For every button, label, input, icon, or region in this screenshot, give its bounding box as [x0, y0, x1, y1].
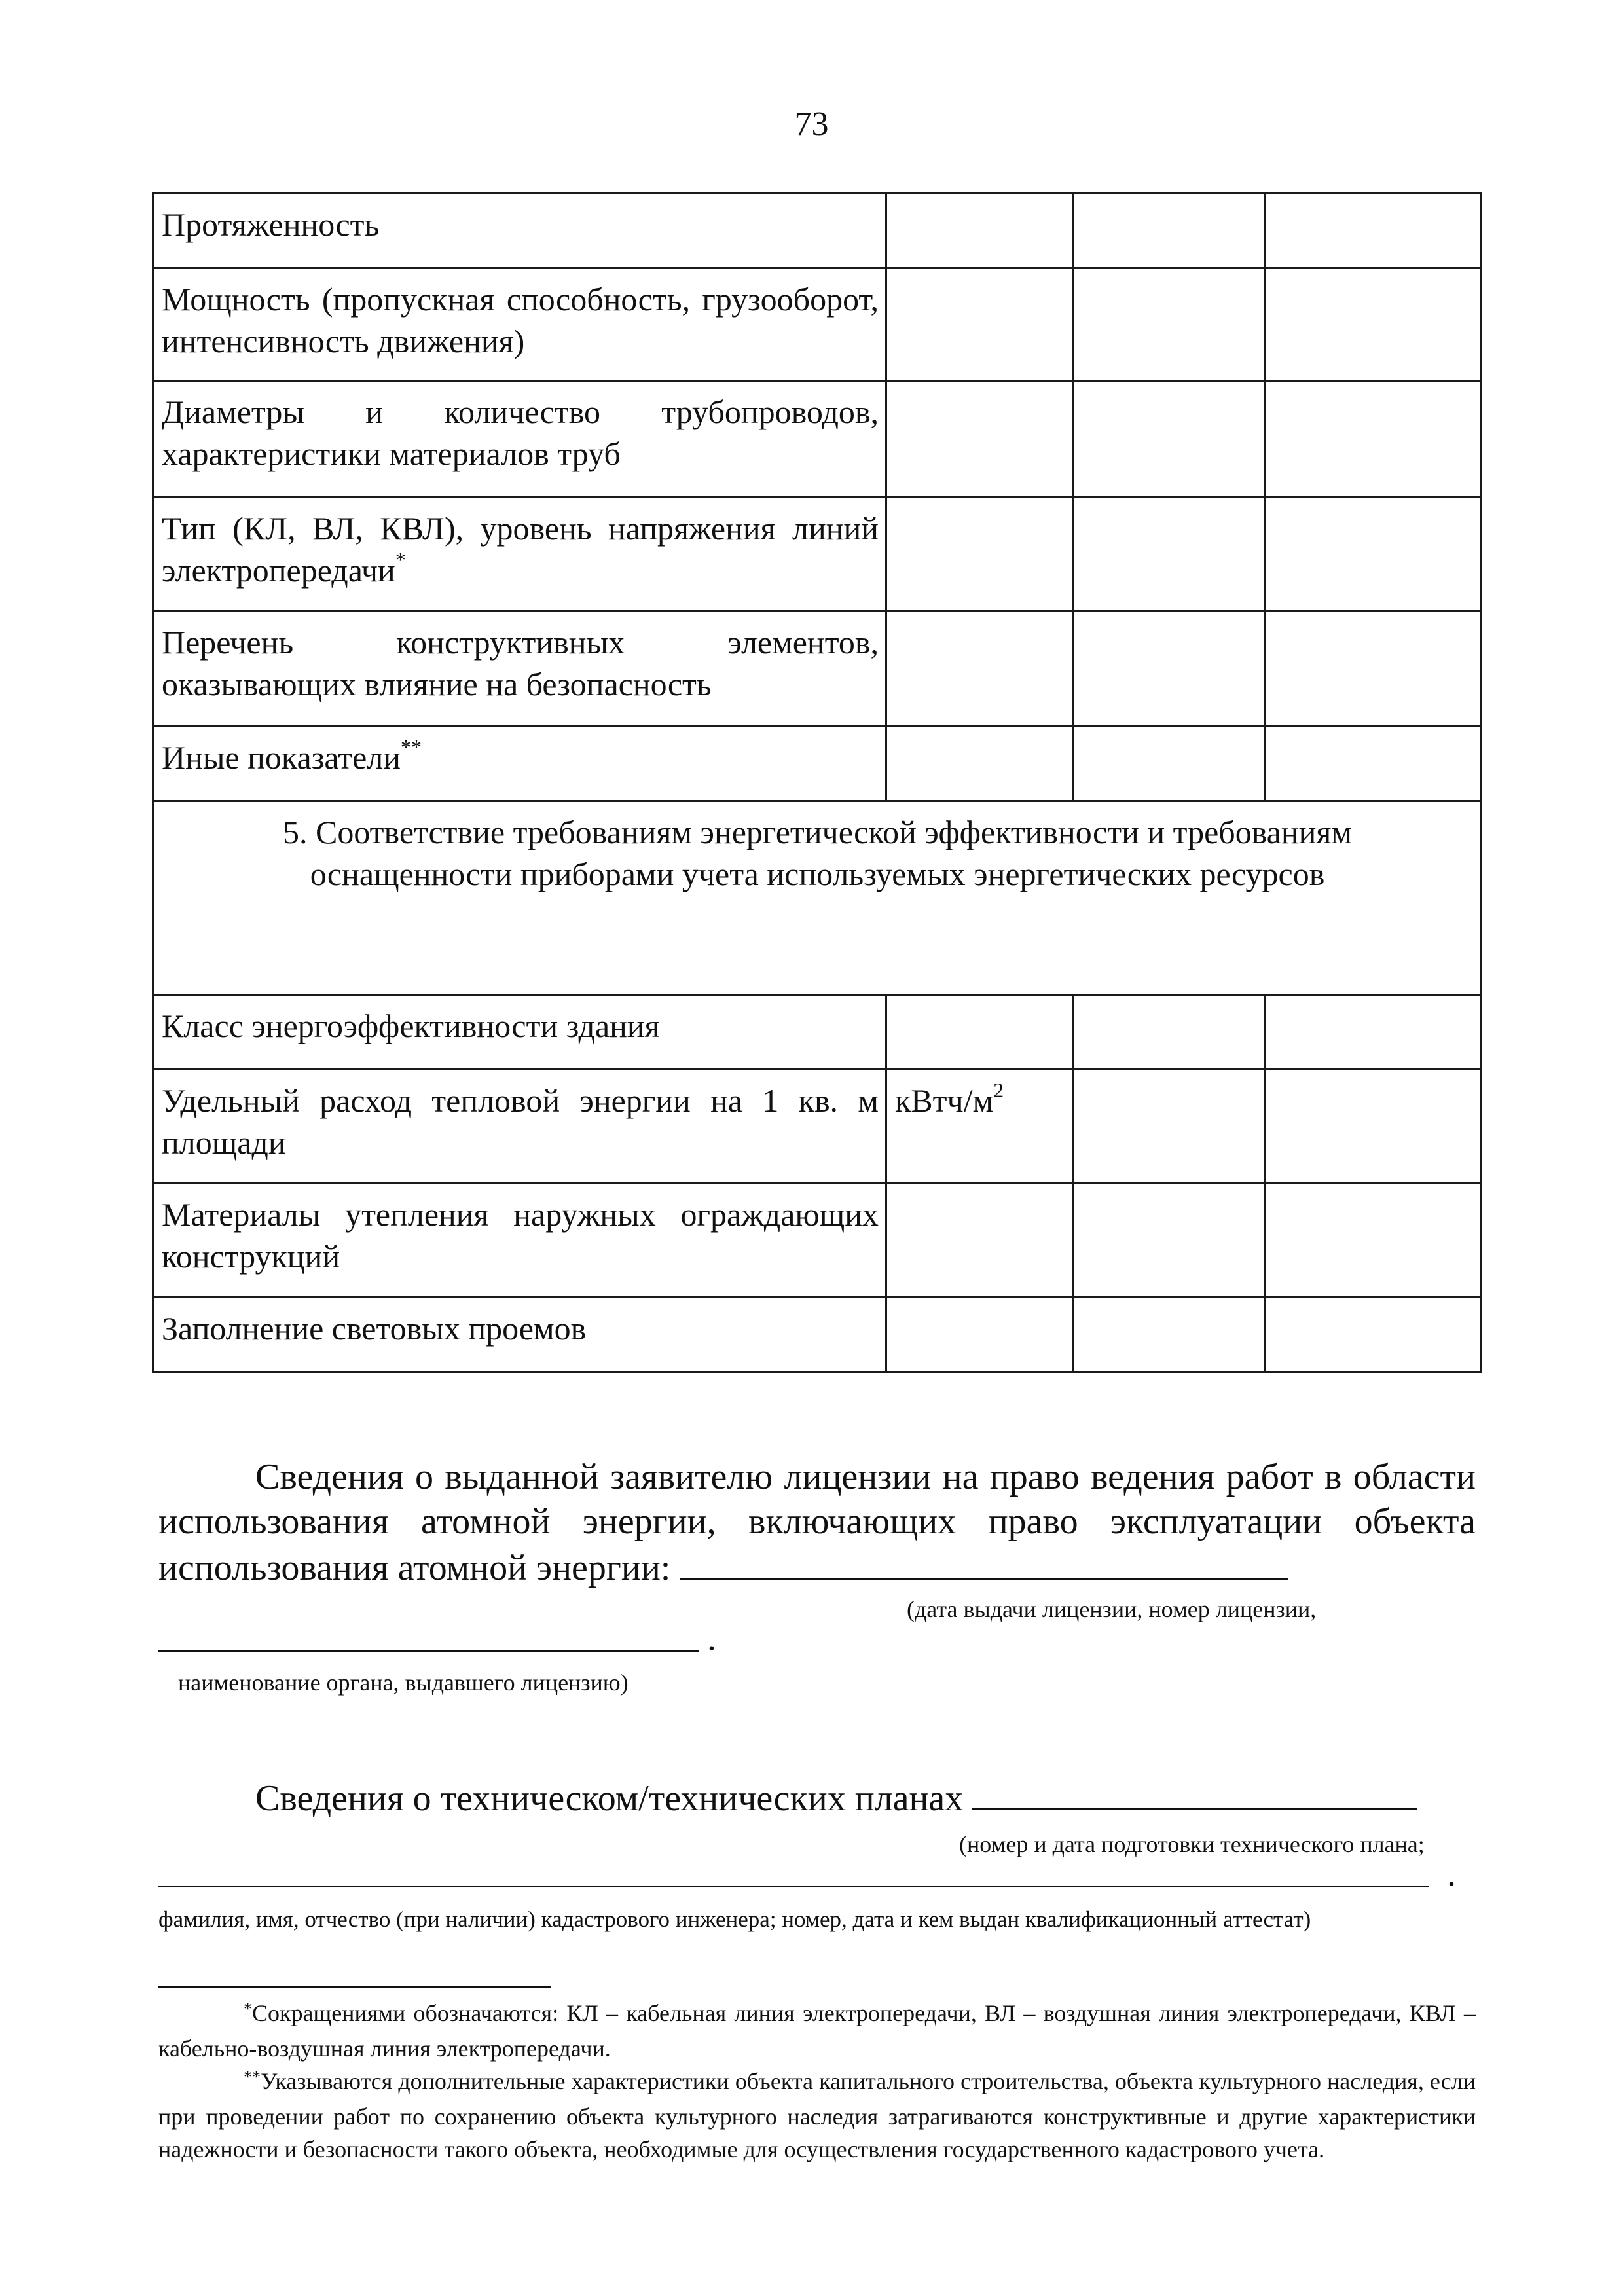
value-cell[interactable] [1265, 1070, 1481, 1184]
table-row [153, 381, 1481, 498]
tech-plan-blank-line-2[interactable] [158, 1886, 1429, 1887]
table-row [153, 498, 1481, 611]
value-cell[interactable] [1265, 1184, 1481, 1298]
value-cell[interactable] [1073, 194, 1265, 268]
value-cell[interactable] [1265, 194, 1481, 268]
value-cell[interactable] [1265, 268, 1481, 381]
table-row [153, 995, 1481, 1070]
license-blank-line[interactable] [680, 1544, 1288, 1580]
unit-cell[interactable] [886, 995, 1073, 1070]
unit-cell[interactable] [886, 381, 1073, 498]
footnote-separator [158, 1986, 551, 1988]
license-dot: . [707, 1618, 716, 1658]
table-row [153, 727, 1481, 801]
row-label: Класс энергоэффективности здания [153, 995, 886, 1070]
footnote-mark: * [395, 548, 406, 572]
license-caption-2: наименование органа, выдавшего лицензию) [178, 1669, 629, 1696]
row-label: Протяженность [153, 194, 886, 268]
row-label: Диаметры и количество трубопроводов, характеристики материалов труб [153, 381, 886, 498]
license-paragraph: Сведения о выданной заявителю лицензии на право ведения работ в области использования атомной энергии, включающих право эксплуатации объекта использования атомной энергии: [158, 1457, 1476, 1588]
row-label: Удельный расход тепловой энергии на 1 кв. м площади [153, 1070, 886, 1184]
unit-cell[interactable] [886, 194, 1073, 268]
unit-cell[interactable] [886, 498, 1073, 611]
value-cell[interactable] [1073, 1070, 1265, 1184]
row-label: Тип (КЛ, ВЛ, КВЛ), уровень напряжения линий электропередачи* [153, 498, 886, 611]
table-row [153, 611, 1481, 727]
tech-plan-blank-line[interactable] [972, 1774, 1417, 1810]
value-cell[interactable] [1073, 727, 1265, 801]
unit-cell[interactable] [886, 1298, 1073, 1372]
footnote-mark: ** [401, 735, 422, 759]
value-cell[interactable] [1073, 498, 1265, 611]
page-number: 73 [794, 105, 829, 143]
table-row [153, 1184, 1481, 1298]
table-row [153, 1070, 1481, 1184]
value-cell[interactable] [1073, 611, 1265, 727]
tech-plan-dot: . [1447, 1853, 1456, 1894]
unit-cell[interactable]: кВтч/$м^2$ [886, 1070, 1073, 1184]
unit-cell[interactable] [886, 1184, 1073, 1298]
table-row [153, 194, 1481, 268]
license-caption-1: (дата выдачи лицензии, номер лицензии, [907, 1596, 1317, 1622]
row-label: Материалы утепления наружных ограждающих конструкций [153, 1184, 886, 1298]
tech-plan-caption-1: (номер и дата подготовки технического плана; [959, 1831, 1425, 1857]
value-cell[interactable] [1073, 381, 1265, 498]
value-cell[interactable] [1265, 381, 1481, 498]
section-heading-row [153, 801, 1481, 995]
unit-cell[interactable] [886, 611, 1073, 727]
section-5-heading: 5. Соответствие требованиям энергетической эффективности и требованиям оснащенности приборами учета используемых энергетических ресурсов [153, 801, 1481, 995]
value-cell[interactable] [1073, 995, 1265, 1070]
value-cell[interactable] [1265, 611, 1481, 727]
row-label: Мощность (пропускная способность, грузооборот, интенсивность движения) [153, 268, 886, 381]
value-cell[interactable] [1265, 995, 1481, 1070]
unit-cell[interactable] [886, 727, 1073, 801]
row-label: Иные показатели** [153, 727, 886, 801]
value-cell[interactable] [1265, 498, 1481, 611]
value-cell[interactable] [1073, 1298, 1265, 1372]
tech-plan-line: Сведения о техническом/технических планах [158, 1774, 1476, 1821]
row-label: Перечень конструктивных элементов, оказывающих влияние на безопасность [153, 611, 886, 727]
value-cell[interactable] [1073, 1184, 1265, 1298]
license-blank-line-2[interactable] [158, 1650, 699, 1652]
row-label: Заполнение световых проемов [153, 1298, 886, 1372]
tech-plan-caption-2: фамилия, имя, отчество (при наличии) кадастрового инженера; номер, дата и кем выдан квалификационный аттестат) [158, 1906, 1311, 1932]
value-cell[interactable] [1265, 727, 1481, 801]
footnotes [158, 1997, 1476, 2166]
footnote-1: *Сокращениями обозначаются: КЛ – кабельная линия электропередачи, ВЛ – воздушная линия электропередачи, КВЛ – кабельно-воздушная линия электропередачи. [158, 1999, 1476, 2062]
table-row [153, 268, 1481, 381]
footnote-2: **Указываются дополнительные характеристики объекта капитального строительства, объекта культурного наследия, если при проведении работ по сохранению объекта культурного наследия затрагиваются конструктивные и другие характеристики надежности и безопасности такого объекта, необходимые для осуществления государственного кадастрового учета. [158, 2068, 1476, 2162]
value-cell[interactable] [1073, 268, 1265, 381]
value-cell[interactable] [1265, 1298, 1481, 1372]
characteristics-table [152, 192, 1482, 1373]
unit-cell[interactable] [886, 268, 1073, 381]
table-row [153, 1298, 1481, 1372]
